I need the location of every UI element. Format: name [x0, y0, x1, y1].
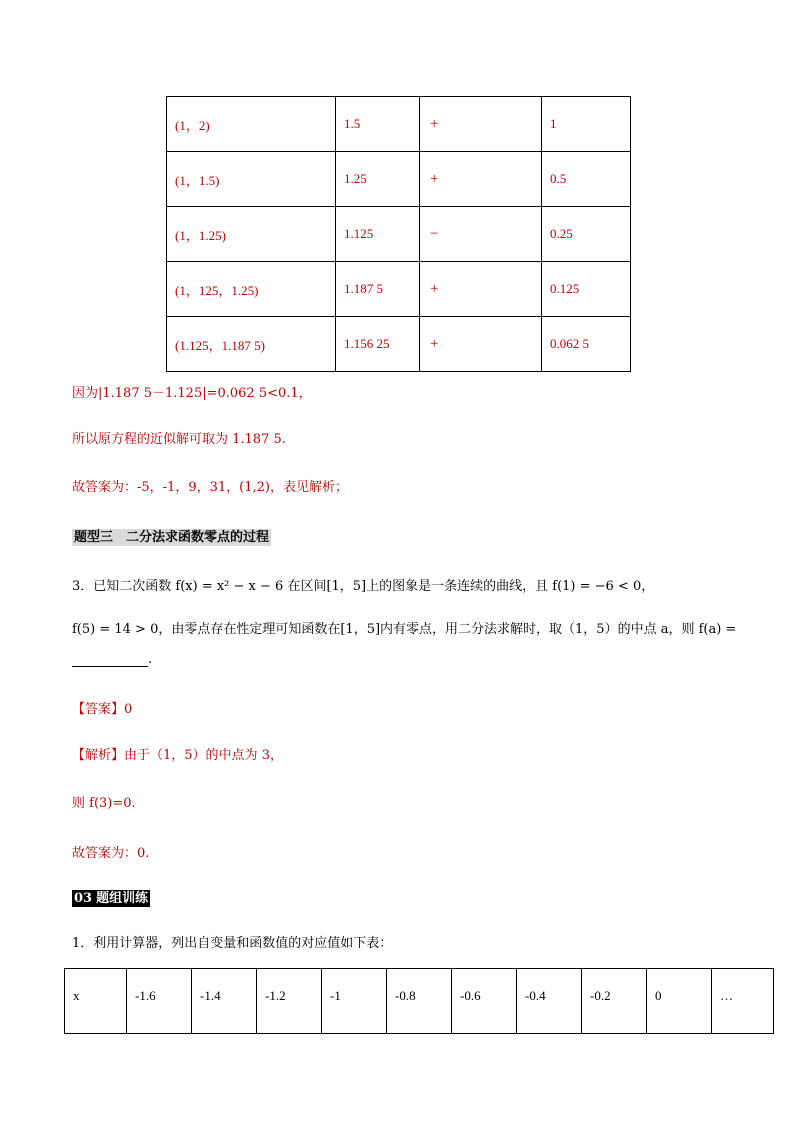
answer-label: 【答案】 [72, 702, 125, 717]
midpoint-cell: 1.5 [336, 97, 420, 152]
analysis-label: 【解析】 [72, 748, 125, 763]
length-cell: 0.125 [542, 262, 631, 317]
problem-3-line-1: 3．已知二次函数 f(x) = x² − x − 6 在区间[1，5]上的图象是一条连续的曲线，且 f(1) = −6 < 0， [72, 579, 655, 594]
values-table [64, 968, 774, 1034]
table-cell: -0.6 [452, 969, 517, 1034]
analysis-line-2: 则 f(3)=0. [72, 796, 136, 811]
group-heading-title: 题组训练 [96, 891, 149, 906]
midpoint-cell: 1.125 [336, 207, 420, 262]
length-cell: 0.5 [542, 152, 631, 207]
answer-value: 0 [124, 702, 133, 717]
analysis-line-3: 故答案为：0. [72, 846, 150, 861]
table-cell: -1 [322, 969, 387, 1034]
length-cell: 1 [542, 97, 631, 152]
exercise-1-text: 1．利用计算器，列出自变量和函数值的对应值如下表： [72, 936, 393, 951]
solution-line-3: 故答案为：-5，-1，9，31，(1,2)，表见解析； [72, 480, 348, 495]
table-cell: … [712, 969, 774, 1034]
analysis-line-1 [72, 744, 283, 763]
table-row [167, 152, 631, 207]
table-cell: -0.8 [387, 969, 452, 1034]
problem-3-line-3 [72, 652, 152, 667]
table-cell: -1.4 [192, 969, 257, 1034]
table-row [65, 969, 774, 1034]
solution-line-1: 因为|1.187 5－1.125|=0.062 5<0.1， [72, 386, 312, 401]
sign-cell: + [420, 317, 542, 372]
table-row [167, 262, 631, 317]
sign-cell: + [420, 262, 542, 317]
group-heading-number: 03 [74, 891, 93, 906]
midpoint-cell: 1.156 25 [336, 317, 420, 372]
bisection-table [166, 96, 631, 372]
table-row [167, 207, 631, 262]
midpoint-cell: 1.187 5 [336, 262, 420, 317]
table-row [167, 97, 631, 152]
length-cell: 0.062 5 [542, 317, 631, 372]
analysis-text: 由于（1，5）的中点为 3， [124, 748, 283, 763]
sign-cell: − [420, 207, 542, 262]
table-row [167, 317, 631, 372]
table-cell: -1.6 [127, 969, 192, 1034]
group-heading [72, 887, 150, 906]
problem-3-line-2: f(5) = 14 > 0，由零点存在性定理可知函数在[1，5]内有零点，用二分法求解时，取（1，5）的中点 a，则 f(a) = [72, 622, 737, 637]
problem-3-period: . [148, 652, 153, 667]
interval-cell: (1，1.25) [167, 207, 336, 262]
table-cell: -1.2 [257, 969, 322, 1034]
solution-line-2: 所以原方程的近似解可取为 1.187 5. [72, 432, 286, 447]
table-cell: x [65, 969, 127, 1034]
answer-blank [72, 654, 148, 667]
midpoint-cell: 1.25 [336, 152, 420, 207]
interval-cell: (1，2) [167, 97, 336, 152]
section-title-label: 题型三 二分法求函数零点的过程 [74, 530, 270, 545]
interval-cell: (1，1.5) [167, 152, 336, 207]
interval-cell: (1，125，1.25) [167, 262, 336, 317]
answer-line [72, 698, 132, 717]
sign-cell: + [420, 152, 542, 207]
table-cell: -0.4 [517, 969, 582, 1034]
sign-cell: + [420, 97, 542, 152]
interval-cell: (1.125，1.187 5) [167, 317, 336, 372]
table-cell: -0.2 [582, 969, 647, 1034]
section-title [72, 526, 271, 545]
table-cell: 0 [647, 969, 712, 1034]
length-cell: 0.25 [542, 207, 631, 262]
